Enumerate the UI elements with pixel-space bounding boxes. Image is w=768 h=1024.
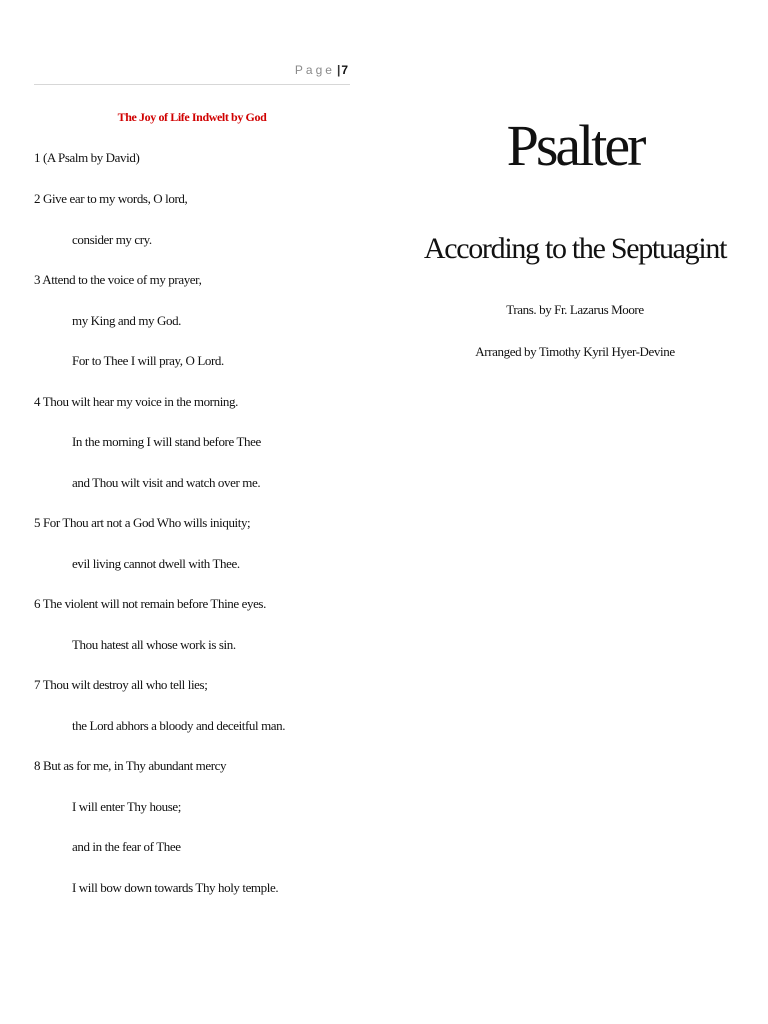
verse-line: 4 Thou wilt hear my voice in the morning. bbox=[34, 394, 238, 409]
page-number-label bbox=[295, 63, 348, 77]
verse-line: 5 For Thou art not a God Who wills iniquity; bbox=[34, 515, 251, 530]
arranger-credit: Arranged by Timothy Kyril Hyer-Devine bbox=[475, 344, 675, 359]
verse-line: 8 But as for me, in Thy abundant mercy bbox=[34, 758, 227, 773]
verse-line-indented: evil living cannot dwell with Thee. bbox=[72, 556, 240, 571]
book-subtitle: According to the Septuagint bbox=[423, 232, 727, 265]
psalm-title: The Joy of Life Indwelt by God bbox=[117, 110, 267, 124]
verse-line-indented: and Thou wilt visit and watch over me. bbox=[72, 475, 261, 490]
verse-line-indented: I will bow down towards Thy holy temple. bbox=[72, 880, 279, 895]
verse-line: 2 Give ear to my words, O lord, bbox=[34, 191, 188, 206]
verse-line-indented: In the morning I will stand before Thee bbox=[72, 434, 261, 449]
page-number: 7 bbox=[341, 63, 348, 77]
verse-line-indented: my King and my God. bbox=[72, 313, 182, 328]
page-separator: | bbox=[336, 63, 341, 77]
verse-line: 1 (A Psalm by David) bbox=[34, 150, 140, 165]
page-word: Page bbox=[294, 63, 335, 77]
verse-line: 6 The violent will not remain before Thine eyes. bbox=[34, 596, 266, 611]
verse-line-indented: and in the fear of Thee bbox=[72, 839, 181, 854]
translator-credit: Trans. by Fr. Lazarus Moore bbox=[506, 302, 644, 317]
verse-line-indented: For to Thee I will pray, O Lord. bbox=[72, 353, 224, 368]
verse-line: 3 Attend to the voice of my prayer, bbox=[34, 272, 202, 287]
verse-line: 7 Thou wilt destroy all who tell lies; bbox=[34, 677, 208, 692]
page-header bbox=[34, 60, 350, 85]
verse-line-indented: the Lord abhors a bloody and deceitful man. bbox=[72, 718, 286, 733]
verse-line-indented: I will enter Thy house; bbox=[72, 799, 181, 814]
book-title: Psalter bbox=[506, 113, 644, 178]
verse-line-indented: Thou hatest all whose work is sin. bbox=[72, 637, 236, 652]
verse-line-indented: consider my cry. bbox=[72, 232, 152, 247]
